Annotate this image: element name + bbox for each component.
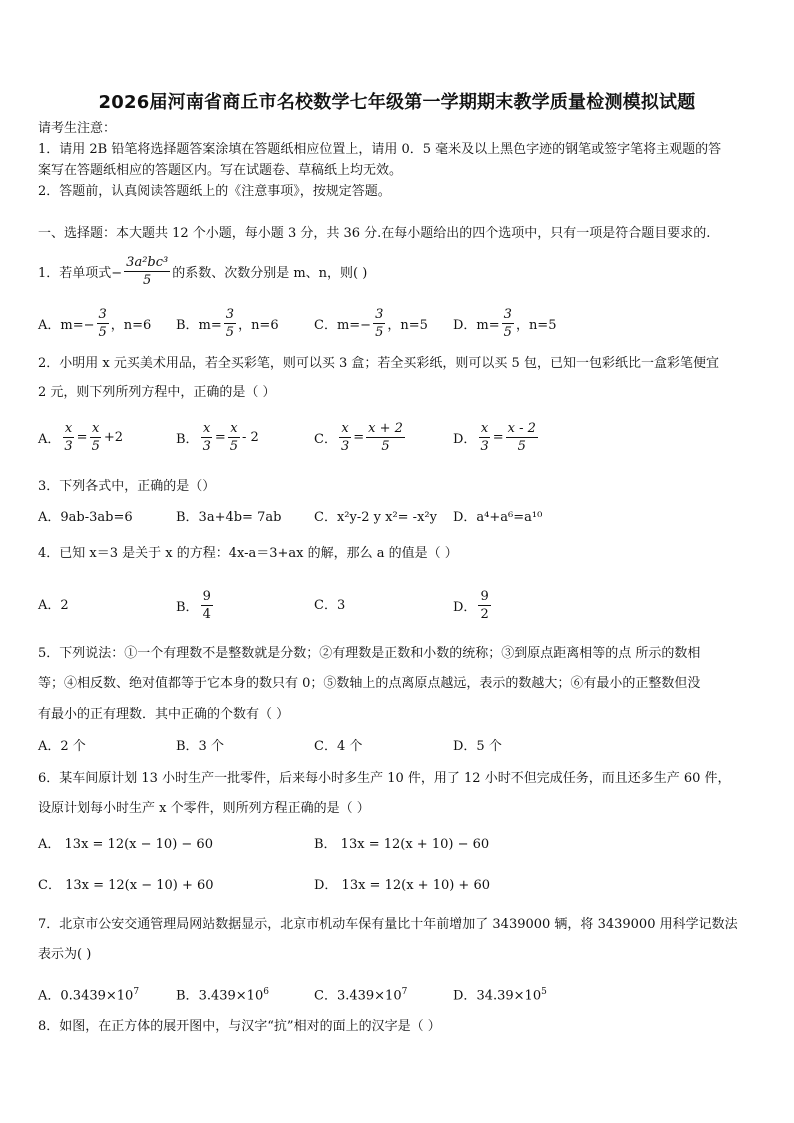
q2-a-rd: 5	[91, 439, 100, 454]
q7-d-mant: 34.39×10	[476, 988, 542, 1004]
q7-c-exp: 7	[401, 987, 408, 997]
q7-a-label: A．	[38, 988, 61, 1004]
q7-option-c	[314, 983, 407, 1005]
q7-b-label: B．	[176, 988, 199, 1004]
q2-b-ln: x	[203, 421, 211, 436]
q2-b-rd: 5	[229, 439, 239, 454]
q3-option-b: B．3a+4b= 7ab	[176, 510, 282, 525]
question-1-stem	[38, 254, 367, 289]
q1-frac-num: 3a²bc³	[126, 255, 169, 270]
q6-line-1: 6．某车间原计划 13 小时生产一批零件，后来每小时多生产 10 件，用了 12 小时不但完成任务，而且还多生产 60 件，	[38, 771, 731, 786]
q7-d-label: D．	[453, 988, 477, 1004]
q2-d-lfrac	[478, 420, 490, 455]
notice-item-2: 2．答题前，认真阅读答题纸上的《注意事项》，按规定答题。	[38, 184, 391, 199]
q2-d-label: D．	[453, 432, 477, 447]
section-heading: 一、选择题：本大题共 12 个小题，每小题 3 分，共 36 分.在每小题给出的四个选项中，只有一项是符合题目要求的.	[38, 226, 711, 241]
q2-c-ld: 3	[340, 439, 350, 454]
q5-option-a: A．2 个	[38, 739, 86, 754]
q5-line-1: 5．下列说法：①一个有理数不是整数就是分数；②有理数是正数和小数的统称；③到原点距离相等的点 所示的数相	[38, 646, 701, 661]
q7-option-d	[453, 983, 547, 1005]
q2-c-eq: =	[353, 430, 365, 445]
q1-b-num: 3	[225, 307, 235, 322]
q2-d-ld: 3	[480, 439, 489, 454]
q1-d-num: 3	[503, 307, 512, 322]
q1-d-tail: ，n=5	[515, 318, 557, 333]
q7-line-1: 7．北京市公安交通管理局网站数据显示，北京市机动车保有量比十年前增加了 3439000 辆，将 3439000 用科学记数法	[38, 917, 738, 932]
q4-option-c: C．3	[314, 598, 346, 613]
q2-b-rn: x	[230, 421, 238, 436]
q4-stem: 4．已知 x＝3 是关于 x 的方程：4x-a＝3+ax 的解，那么 a 的值是（ ）	[38, 546, 458, 561]
q1-c-label: C．m=−	[314, 318, 372, 333]
q2-option-b	[176, 420, 259, 455]
q4-option-b	[176, 588, 215, 623]
q6-line-2: 设原计划每小时生产 x 个零件，则所列方程正确的是（ ）	[38, 801, 370, 816]
q4-d-frac	[478, 588, 490, 623]
q6-option-d: D． 13x = 12(x + 10) + 60	[314, 878, 491, 893]
q6-option-a: A． 13x = 12(x − 10) − 60	[38, 837, 213, 852]
q4-b-den: 4	[202, 607, 211, 622]
q5-option-d: D．5 个	[453, 739, 502, 754]
q2-a-ld: 3	[64, 439, 73, 454]
q6-option-b: B． 13x = 12(x + 10) − 60	[314, 837, 490, 852]
q4-d-den: 2	[480, 607, 489, 622]
q1-d-frac	[502, 306, 514, 341]
q2-c-lfrac	[339, 420, 351, 455]
q2-d-rd: 5	[517, 439, 526, 454]
q7-b-exp: 6	[263, 987, 269, 997]
notice-heading: 请考生注意：	[38, 121, 117, 136]
q1-suffix: 的系数、次数分别是 m、n，则( )	[172, 266, 368, 281]
notice-item-1b: 案写在答题纸相应的答题区内。写在试题卷、草稿纸上均无效。	[38, 163, 403, 178]
q7-c-label: C．	[314, 988, 337, 1004]
q1-a-tail: ，n=6	[110, 318, 152, 333]
q1-d-label: D．m=	[453, 318, 500, 333]
q4-d-label: D．	[453, 600, 477, 615]
q2-a-rfrac	[90, 420, 102, 455]
q2-a-lfrac	[62, 420, 74, 455]
q2-d-eq: =	[492, 430, 504, 445]
q2-a-eq: =	[76, 430, 88, 445]
q4-option-d	[453, 588, 493, 623]
q2-c-rn: x + 2	[368, 421, 403, 436]
q2-b-label: B．	[176, 432, 199, 447]
q7-b-mant: 3.439×10	[198, 988, 264, 1004]
q2-a-tail: +2	[103, 430, 124, 445]
q4-option-a: A．2	[38, 598, 69, 613]
q1-b-label: B．m=	[176, 318, 222, 333]
q1-b-den: 5	[225, 325, 235, 340]
q3-option-a: A．9ab-3ab=6	[38, 510, 133, 525]
q5-option-c: C．4 个	[314, 739, 363, 754]
q2-line-2: 2 元，则下列所列方程中，正确的是（ ）	[38, 385, 276, 400]
q2-b-ld: 3	[202, 439, 211, 454]
q6-option-c: C． 13x = 12(x − 10) + 60	[38, 878, 214, 893]
q1-fraction	[124, 254, 170, 289]
q1-c-num: 3	[375, 307, 384, 322]
q7-a-exp: 7	[133, 987, 140, 997]
q3-stem: 3．下列各式中，正确的是（）	[38, 479, 216, 494]
q7-option-a	[38, 983, 139, 1005]
q7-line-2: 表示为( )	[38, 947, 92, 962]
page-title: 2026届河南省商丘市名校数学七年级第一学期期末教学质量检测模拟试题	[98, 92, 696, 113]
q2-a-ln: x	[64, 421, 73, 436]
q1-prefix: 1．若单项式−	[38, 266, 123, 281]
q1-c-tail: ，n=5	[387, 318, 428, 333]
q2-d-rn: x - 2	[507, 421, 536, 436]
q2-a-rn: x	[92, 421, 100, 436]
q1-a-den: 5	[98, 325, 107, 340]
q1-option-b	[176, 306, 279, 341]
q4-d-num: 9	[480, 589, 489, 604]
q3-option-c: C．x²y-2 y x²= -x²y	[314, 510, 437, 525]
q7-a-mant: 0.3439×10	[60, 988, 134, 1004]
q1-option-c	[314, 306, 428, 341]
q4-b-label: B．	[176, 600, 199, 615]
q7-option-b	[176, 983, 269, 1005]
q5-line-3: 有最小的正有理数．其中正确的个数有（ ）	[38, 707, 290, 722]
q3-option-d: D．a⁴+a⁶=a¹⁰	[453, 510, 543, 525]
q1-a-frac	[97, 306, 109, 341]
q5-line-2: 等；④相反数、绝对值都等于它本身的数只有 0；⑤数轴上的点离原点越远，表示的数越大；⑥有最小的正整数但没	[38, 676, 701, 691]
q4-b-frac	[201, 588, 213, 623]
q7-d-exp: 5	[541, 987, 547, 997]
q2-c-label: C．	[314, 432, 337, 447]
q1-option-a	[38, 306, 151, 341]
q2-a-label: A．	[38, 432, 61, 447]
q2-option-c	[314, 420, 407, 455]
q4-b-num: 9	[202, 589, 211, 604]
q2-b-lfrac	[201, 420, 213, 455]
q1-option-d	[453, 306, 556, 341]
q7-c-mant: 3.439×10	[336, 988, 402, 1004]
q1-a-num: 3	[98, 307, 107, 322]
q1-b-tail: ，n=6	[238, 318, 279, 333]
q2-b-tail: - 2	[242, 430, 259, 445]
q1-c-frac	[373, 306, 385, 341]
notice-item-1a: 1．请用 2B 铅笔将选择题答案涂填在答题纸相应位置上，请用 0．5 毫米及以上黑色字迹的钢笔或签字笔将主观题的答	[38, 142, 722, 157]
q2-c-rfrac	[366, 420, 405, 455]
q1-frac-den: 5	[143, 273, 152, 288]
q8-stem: 8．如图，在正方体的展开图中，与汉字“抗”相对的面上的汉字是（ ）	[38, 1019, 441, 1034]
q2-d-rfrac	[506, 420, 538, 455]
q1-d-den: 5	[503, 325, 512, 340]
q5-option-b: B．3 个	[176, 739, 224, 754]
q1-b-frac	[224, 306, 236, 341]
q2-b-rfrac	[228, 420, 240, 455]
q2-c-ln: x	[341, 421, 349, 436]
q2-option-a	[38, 420, 123, 455]
q2-c-rd: 5	[381, 439, 390, 454]
q2-line-1: 2．小明用 x 元买美术用品，若全买彩笔，则可以买 3 盒；若全买彩纸，则可以买 5 包，已知一包彩纸比一盒彩笔便宜	[38, 356, 719, 371]
q2-d-ln: x	[480, 421, 489, 436]
q1-a-label: A．m=−	[38, 318, 95, 333]
q2-b-eq: =	[214, 430, 226, 445]
q1-c-den: 5	[375, 325, 384, 340]
q2-option-d	[453, 420, 540, 455]
